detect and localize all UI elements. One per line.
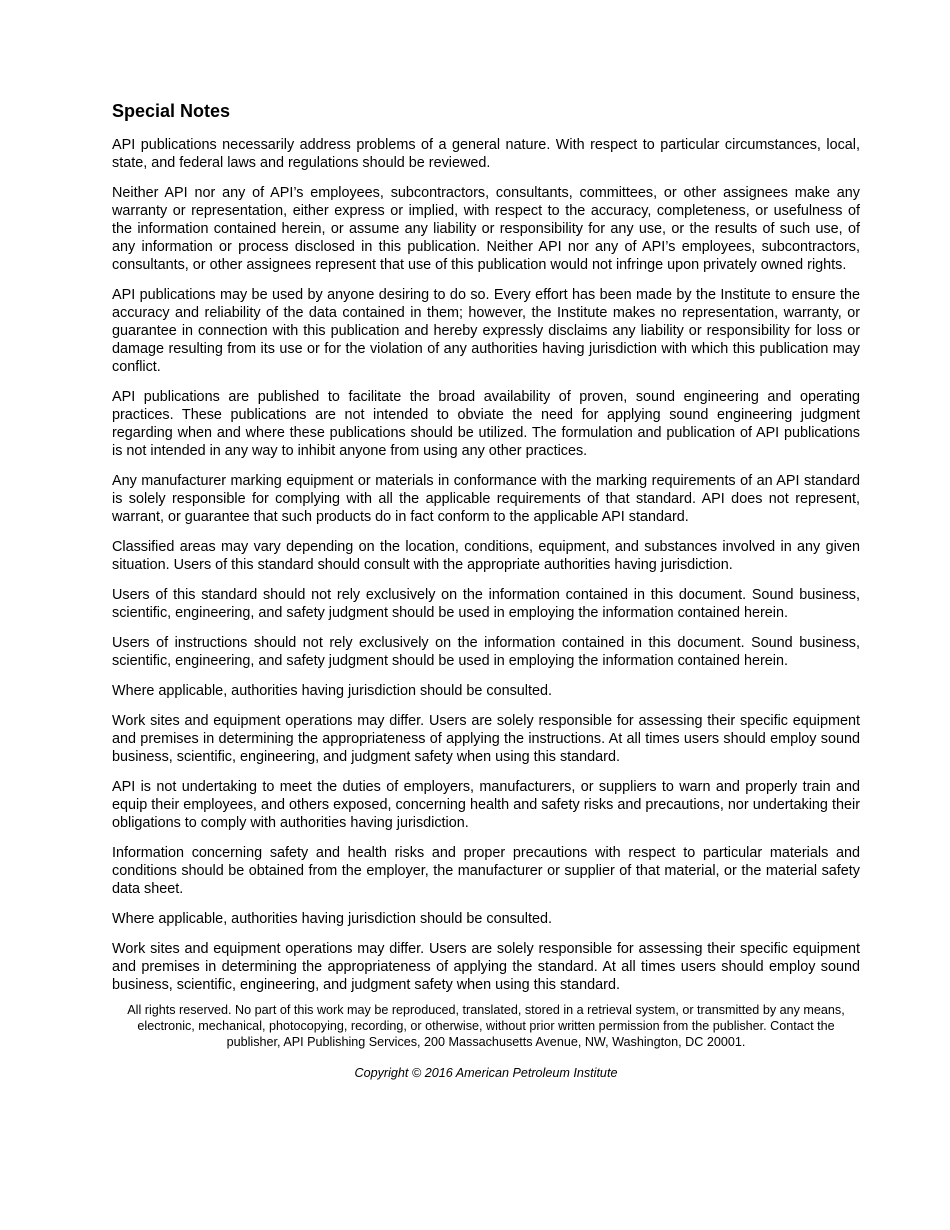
rights-notice: All rights reserved. No part of this work may be reproduced, translated, stored in a retrieval system, or transmitted by any means, electronic, mechanical, photocopying, recording, or otherwise, without prior written permission from the publisher. Contact the publisher, API Publishing Services, 200 Massachusetts Avenue, NW, Washington, DC 20001. bbox=[127, 1003, 845, 1049]
paragraph-general-nature: API publications necessarily address problems of a general nature. With respect to particular circumstances, local, state, and federal laws and regulations should be reviewed. bbox=[112, 137, 860, 171]
paragraph-facilitate-availability: API publications are published to facilitate the broad availability of proven, sound engineering and operating practices. These publications are not intended to obviate the need for applying sound engineering judgment regarding when and where these publications should be utilized. The formulation and publication of API publications is not intended in any way to inhibit anyone from using any other practices. bbox=[112, 389, 860, 459]
document-page bbox=[112, 100, 860, 1081]
paragraph-users-of-standard: Users of this standard should not rely exclusively on the information contained in this document. Sound business, scientific, engineering, and safety judgment should be used in employing the information contained herein. bbox=[112, 587, 860, 621]
paragraph-employer-duties: API is not undertaking to meet the duties of employers, manufacturers, or suppliers to warn and properly train and equip their employees, and others exposed, concerning health and safety risks and precautions, nor undertaking their obligations to comply with authorities having jurisdiction. bbox=[112, 779, 860, 831]
paragraph-authorities-consulted: Where applicable, authorities having jurisdiction should be consulted. bbox=[112, 683, 552, 699]
paragraph-classified-areas: Classified areas may vary depending on the location, conditions, equipment, and substances involved in any given situation. Users of this standard should consult with the appropriate authorities having jurisdiction. bbox=[112, 539, 860, 573]
paragraph-work-sites-instructions: Work sites and equipment operations may differ. Users are solely responsible for assessing their specific equipment and premises in determining the appropriateness of applying the instructions. At all times users should employ sound business, scientific, engineering, and judgment safety when using this standard. bbox=[112, 713, 860, 765]
paragraph-authorities-consulted-2: Where applicable, authorities having jurisdiction should be consulted. bbox=[112, 911, 552, 927]
paragraph-users-of-instructions: Users of instructions should not rely exclusively on the information contained in this document. Sound business, scientific, engineering, and safety judgment should be used in employing the information contained herein. bbox=[112, 635, 860, 669]
paragraph-work-sites-standard: Work sites and equipment operations may differ. Users are solely responsible for assessing their specific equipment and premises in determining the appropriateness of applying the standard. At all times users should employ sound business, scientific, engineering, and judgment safety when using this standard. bbox=[112, 941, 860, 993]
paragraph-use-by-anyone: API publications may be used by anyone desiring to do so. Every effort has been made by the Institute to ensure the accuracy and reliability of the data contained in them; however, the Institute makes no representation, warranty, or guarantee in connection with this publication and hereby expressly disclaims any liability or responsibility for loss or damage resulting from its use or for the violation of any authorities having jurisdiction with which this publication may conflict. bbox=[112, 287, 860, 375]
copyright-notice: Copyright © 2016 American Petroleum Institute bbox=[354, 1066, 618, 1080]
paragraph-safety-health-risks: Information concerning safety and health risks and proper precautions with respect to particular materials and conditions should be obtained from the employer, the manufacturer or supplier of that material, or the material safety data sheet. bbox=[112, 845, 860, 897]
paragraph-no-warranty: Neither API nor any of API’s employees, subcontractors, consultants, committees, or other assignees make any warranty or representation, either express or implied, with respect to the accuracy, completeness, or usefulness of the information contained herein, or assume any liability or responsibility for any use, or the results of such use, of any information or process disclosed in this publication. Neither API nor any of API’s employees, subcontractors, consultants, or other assignees represent that use of this publication would not infringe upon privately owned rights. bbox=[112, 185, 860, 273]
paragraph-manufacturer-marking: Any manufacturer marking equipment or materials in conformance with the marking requirements of an API standard is solely responsible for complying with all the applicable requirements of that standard. API does not represent, warrant, or guarantee that such products do in fact conform to the applicable API standard. bbox=[112, 473, 860, 525]
page-title: Special Notes bbox=[112, 101, 231, 121]
